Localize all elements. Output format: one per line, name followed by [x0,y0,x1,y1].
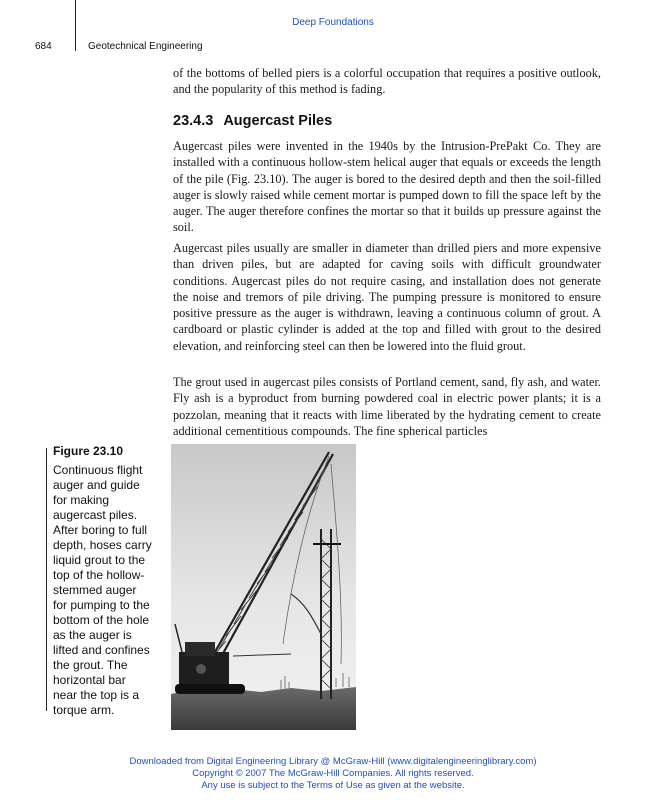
section-heading [173,113,332,129]
paragraph-history: Augercast piles were invented in the 1940s by the Intrusion-PrePakt Co. They are installed with a continuous hollow-stem helical auger that equals or exceeds the length of the pile (Fig. 23.10). The auger is bored to the desired depth and then the soil-filled auger is slowly raised while cement mortar is pumped down to fill the space left by the auger. The auger therefore confines the mortar so that it builds up pressure against the soil. [173,139,601,235]
figure-label: Figure 23.10 [53,444,124,458]
figure-caption: Continuous flight auger and guide for making augercast piles. After boring to full depth, hoses carry liquid grout to the top of the hollow-stemmed auger for pumping to the bottom of the hole as the auger is lifted and confines the grout. The horizontal bar near the top is a torque arm. [53,463,152,717]
section-number: 23.4.3 [173,113,214,129]
running-head: Deep Foundations [292,17,374,28]
caption-rule [46,448,47,711]
page-number: 684 [35,41,52,52]
paragraph-continuation: of the bottoms of belled piers is a colorful occupation that requires a positive outlook, and the popularity of this method is fading. [173,66,601,97]
section-title: Augercast Piles [223,113,333,129]
paragraph-applications: Augercast piles usually are smaller in diameter than drilled piers and more expensive than driven piles, but are adapted for caving soils with difficult groundwater conditions. Augercast piles do not require casing, and installation does not generate the noise and tremors of pile driving. The pumping pressure is monitored to ensure positive pressure as the auger is withdrawn, leaving a continuous column of grout. A cardboard or plastic cylinder is added at the top and filled with grout to the desired elevation, and reinforcing steel can then be lowered into the fluid grout. [173,241,601,353]
header-divider [75,0,76,51]
footer-copyright: Copyright © 2007 The McGraw-Hill Companies. All rights reserved. [192,768,474,779]
footer-terms: Any use is subject to the Terms of Use as given at the website. [201,780,465,791]
footer-download-notice: Downloaded from Digital Engineering Library @ McGraw-Hill (www.digitalengineeringlibrary.com) [129,756,537,767]
figure-photo-augercast-rig [171,444,356,730]
book-title: Geotechnical Engineering [88,41,203,52]
paragraph-grout: The grout used in augercast piles consists of Portland cement, sand, fly ash, and water. Fly ash is a byproduct from burning powdered coal in electric power plants; it is a pozzolan, meaning that it reacts with lime liberated by the hydrating cement to create additional cementitious compounds. The fine spherical particles [173,375,601,438]
